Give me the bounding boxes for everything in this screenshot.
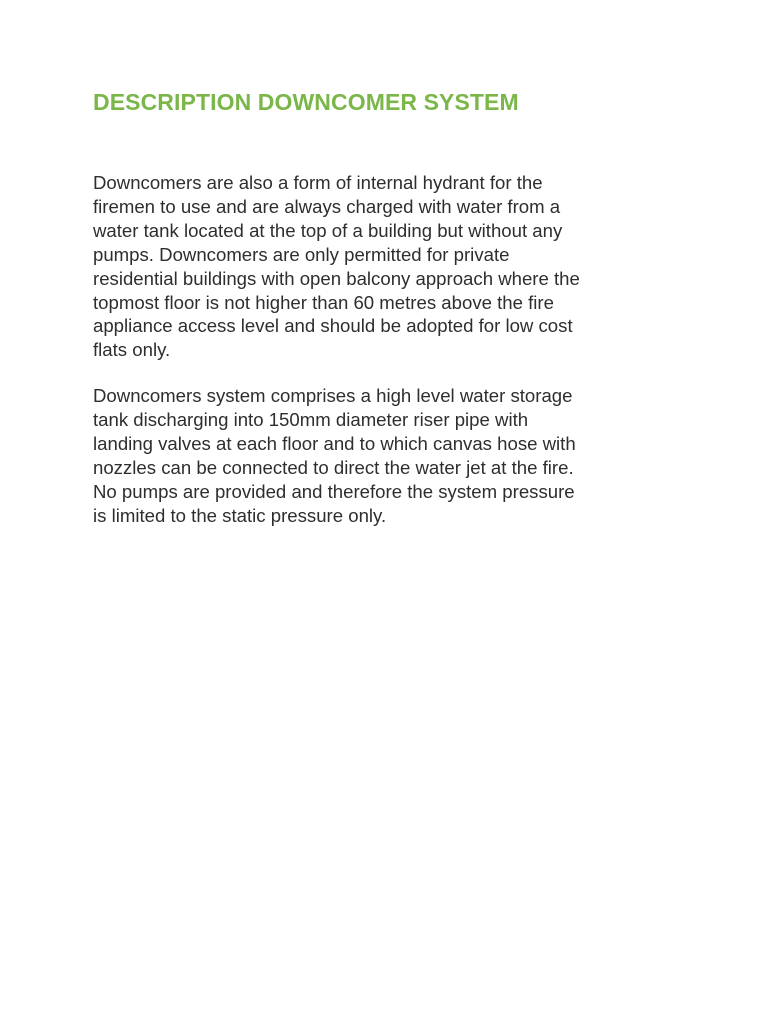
paragraph-line: No pumps are provided and therefore the system pressure: [93, 480, 575, 502]
paragraph-line: Downcomers system comprises a high level water storage: [93, 385, 573, 406]
paragraph: [93, 171, 693, 362]
paragraph-line: appliance access level and should be adopted for low cost: [93, 315, 573, 337]
paragraph-line: water tank located at the top of a building but without any: [93, 219, 563, 241]
paragraph-line: topmost floor is not higher than 60 metres above the fire: [93, 291, 554, 313]
paragraph-line: pumps. Downcomers are only permitted for private: [93, 243, 510, 265]
paragraph-line: Downcomers are also a form of internal hydrant for the: [93, 172, 543, 193]
document-title: DESCRIPTION DOWNCOMER SYSTEM: [93, 89, 519, 115]
paragraph-line: flats only.: [93, 339, 171, 361]
paragraph-line: firemen to use and are always charged with water from a: [93, 195, 561, 217]
paragraph-line: landing valves at each floor and to which canvas hose with: [93, 432, 576, 454]
paragraph-line: tank discharging into 150mm diameter riser pipe with: [93, 408, 529, 430]
paragraph-line: is limited to the static pressure only.: [93, 504, 387, 526]
paragraph: [93, 384, 693, 527]
paragraph-line: residential buildings with open balcony approach where the: [93, 267, 580, 289]
paragraph-line: nozzles can be connected to direct the water jet at the fire.: [93, 456, 574, 478]
